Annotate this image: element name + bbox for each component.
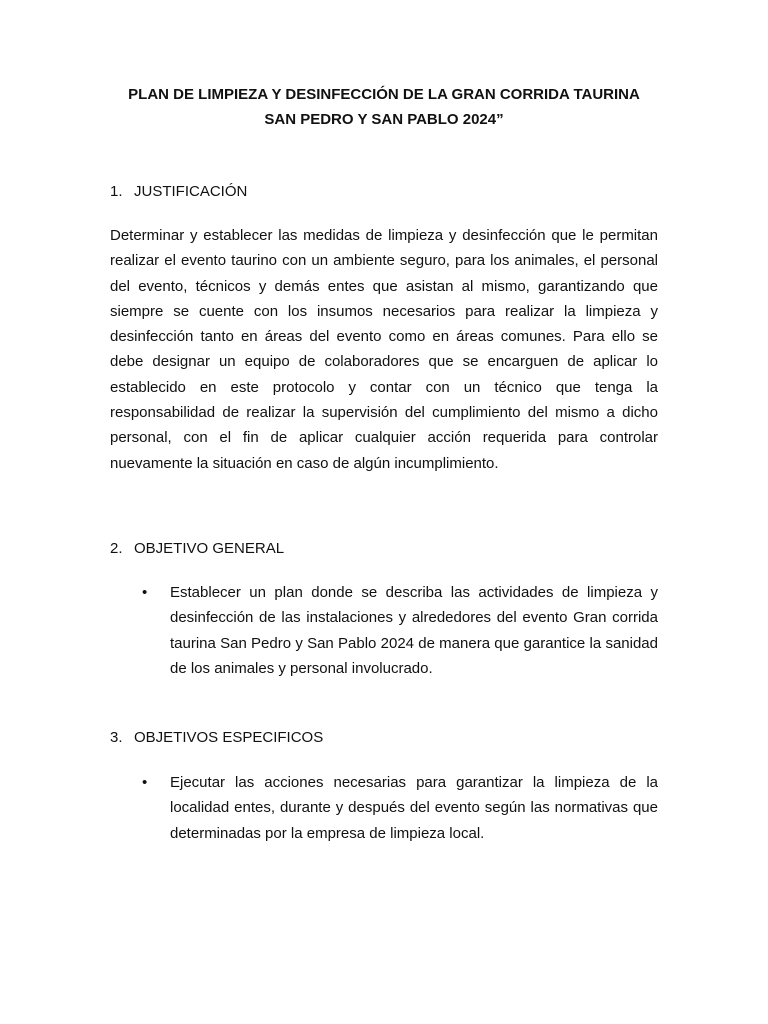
document-title-line-1: PLAN DE LIMPIEZA Y DESINFECCIÓN DE LA GRAN CORRIDA TAURINA [128,86,640,103]
bullet-icon: • [142,584,148,601]
section-heading-objetivo-general [110,538,284,560]
section-title: OBJETIVO GENERAL [134,540,285,557]
bullet-item-objetivos-especificos [142,770,658,846]
section-number: 3. [110,729,123,746]
bullet-item-objetivo-general [142,580,658,681]
bullet-text: Ejecutar las acciones necesarias para garantizar la limpieza de la localidad entes, durante y después del evento según las normativas que determinadas por la empresa de limpieza local. [170,774,658,842]
section-heading-objetivos-especificos [110,727,323,749]
section-heading-justificacion [110,181,247,203]
bullet-icon: • [142,774,148,791]
section-title: JUSTIFICACIÓN [134,183,248,200]
section-number: 1. [110,183,123,200]
justificacion-paragraph: Determinar y establecer las medidas de limpieza y desinfección que le permitan realizar el evento taurino con un ambiente seguro, para los animales, el personal del evento, técnicos y demás entes que asistan al mismo, garantizando que siempre se cuente con los insumos necesarios para realizar la limpieza y desinfección tanto en áreas del evento como en áreas comunes. Para ello se debe designar un equipo de colaboradores que se encarguen de aplicar lo establecido en este protocolo y contar con un técnico que tenga la responsabilidad de realizar la supervisión del cumplimiento del mismo a dicho personal, con el fin de aplicar cualquier acción requerida para controlar nuevamente la situación en caso de algún incumplimiento. [110,227,658,472]
section-title: OBJETIVOS ESPECIFICOS [134,729,324,746]
document-title-line-2: SAN PEDRO Y SAN PABLO 2024” [264,111,504,128]
section-number: 2. [110,540,123,557]
bullet-text: Establecer un plan donde se describa las actividades de limpieza y desinfección de las instalaciones y alrededores del evento Gran corrida taurina San Pedro y San Pablo 2024 de manera que garantice la sanidad de los animales y personal involucrado. [170,584,658,677]
